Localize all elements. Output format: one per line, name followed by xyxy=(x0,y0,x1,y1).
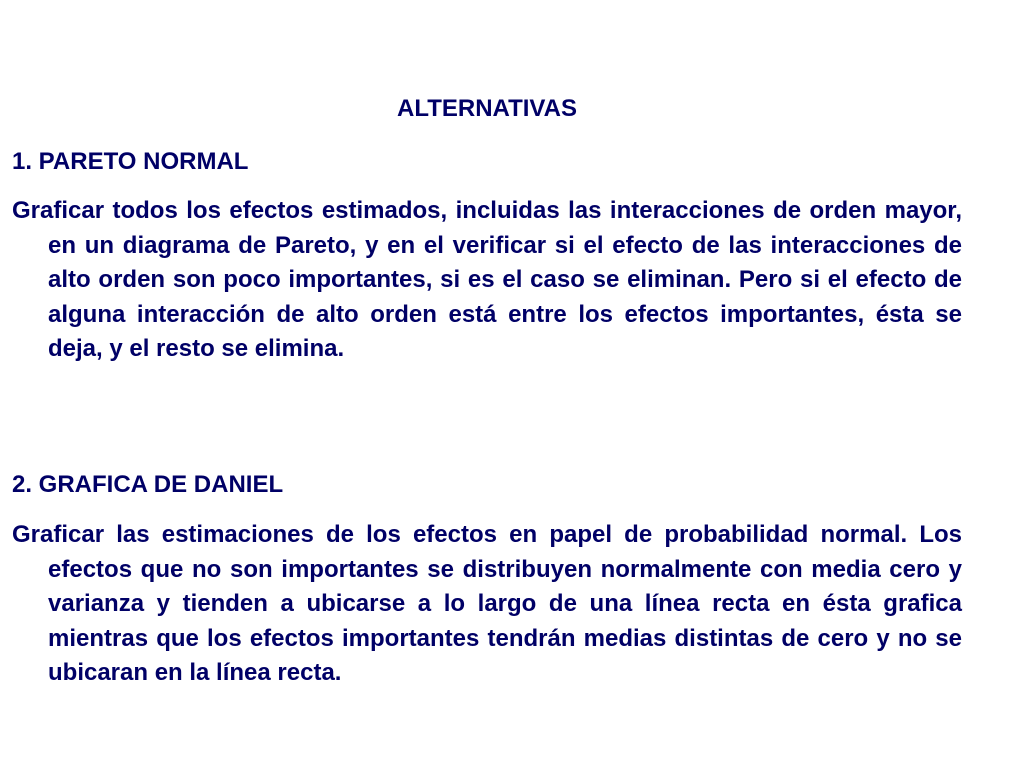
section-heading-daniel: 2. GRAFICA DE DANIEL xyxy=(12,471,284,498)
section-heading-pareto: 1. PARETO NORMAL xyxy=(12,148,249,175)
section-body-pareto: Graficar todos los efectos estimados, incluidas las interacciones de orden mayor, en un diagrama de Pareto, y en el verificar si el efecto de las interacciones de alto orden son poco importantes, si es el caso se eliminan. Pero si el efecto de alguna interacción de alto orden está entre los efectos importantes, ésta se deja, y el resto se elimina. xyxy=(12,197,962,363)
section-body-daniel: Graficar las estimaciones de los efectos en papel de probabilidad normal. Los efectos que no son importantes se distribuyen normalmente con media cero y varianza y tienden a ubicarse a lo largo de una línea recta en ésta grafica mientras que los efectos importantes tendrán medias distintas de cero y no se ubicaran en la línea recta. xyxy=(12,521,962,687)
slide-title: ALTERNATIVAS xyxy=(397,95,577,122)
